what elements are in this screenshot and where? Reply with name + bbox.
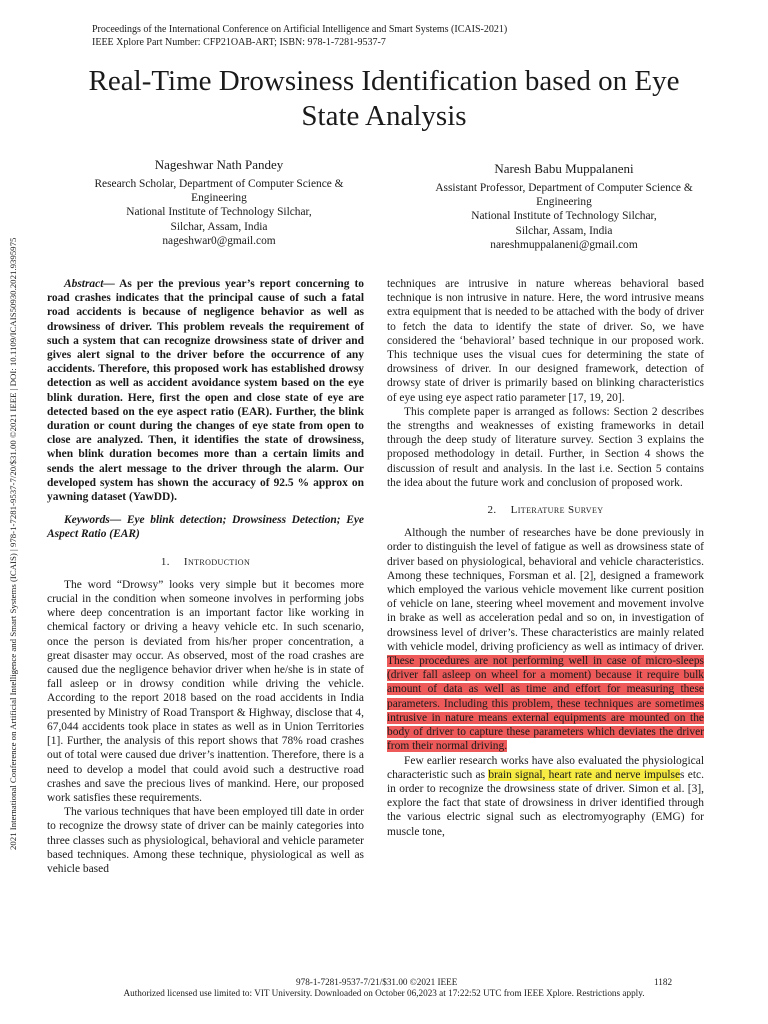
section-heading-literature-survey xyxy=(387,503,704,517)
paragraph: The various techniques that have been employed till date in order to recognize the drowsy state of driver can be mainly categories into three classes such as physiological, behavioral and vehicle parameter based techniques. Among these technique, physiological as well as vehicle based xyxy=(47,806,364,875)
paragraph-text: s etc. in order to recognize the drowsiness state of driver. Simon et al. [3], explore the fact that state of drowsiness in driver identified through the various electric signal such as electromyography (EMG) for muscle tone, xyxy=(387,768,704,838)
paper-title xyxy=(30,64,738,134)
footer-copyright: 978-1-7281-9537-7/21/$31.00 ©2021 IEEE xyxy=(296,977,458,987)
section-title: Introduction xyxy=(183,555,251,568)
section-number: 2. xyxy=(487,504,497,517)
paper-title-line-1: Real-Time Drowsiness Identification based on Eye xyxy=(88,65,680,97)
abstract-label: Abstract— xyxy=(64,278,115,290)
left-column xyxy=(47,277,364,876)
author-email: nageshwar0@gmail.com xyxy=(162,234,276,247)
keywords-label: Keywords— xyxy=(64,514,122,527)
doi-side-note: 2021 International Conference on Artificial Intelligence and Smart Systems (ICAIS) | 978-1-7281-9537-7/20/$31.00 ©2021 IEEE | DOI: 10.1109/ICAIS50930.2021.9395975 xyxy=(8,237,18,850)
author-email: nareshmuppalaneni@gmail.com xyxy=(490,238,638,251)
author-block-2 xyxy=(408,161,720,252)
author-institute: National Institute of Technology Silchar, xyxy=(471,210,657,223)
paragraph: This complete paper is arranged as follows: Section 2 describes the strengths and weaknesses of existing frameworks in detail through the deep study of literature survey. Section 3 explains the proposed methodology in detail. Further, in Section 4 shows the discussion of result and analysis. In the last i.e. Section 5 contains the idea about the future work and conclusion of proposed work. xyxy=(387,405,704,489)
conference-isbn: IEEE Xplore Part Number: CFP21OAB-ART; ISBN: 978-1-7281-9537-7 xyxy=(92,36,386,48)
author-location: Silchar, Assam, India xyxy=(170,220,268,233)
section-number: 1. xyxy=(160,555,170,568)
paragraph-text: Although the number of researches have be done previously in order to distinguish the level of fatigue as well as drowsiness state of driver based on physiological, behavioral and vehicle characteristics. Among these techniques, Forsman et al. [2], designed a framework which employed the various vehicle movement like current position of vehicle on lane, steering wheel movement and movement involve in brake as well as acceleration pedal and so on, in investigation of drowsiness level of driver’s. These characteristics are mainly related with vehicle model, driving proficiency as well as intimacy of driver. xyxy=(387,527,704,653)
author-location: Silchar, Assam, India xyxy=(515,224,613,237)
right-column xyxy=(387,277,704,839)
paragraph: The word “Drowsy” looks very simple but it becomes more crucial in the condition when someone involves in performing jobs where deep concentration is an important factor like working in chemical factory or driving a heavy vehicle etc. In such scenario, once the person is deviated from his/her proper concentration, a great disaster may occur. As observed, most of the road crashes are caused due the negligence behavior driver when he/she is in state of fall asleep or in drowsy condition while driving the vehicle. According to the report 2018 based on the road accidents in India presented by Ministry of Road Transport & Highway, disclose that 4, 67,044 accidents took place in states as well as in Union Territories [1]. Further, the analysis of this report shows that 78% road crashes out of total were caused due driver’s inattention. Therefore, there is a need to develop a model that could avoid such a destructive road crashes and save the precious lives of mankind. Here, our proposed work satisfies these requirements. xyxy=(47,578,364,804)
author-institute: National Institute of Technology Silchar, xyxy=(126,206,312,219)
author-name: Nageshwar Nath Pandey xyxy=(154,157,284,172)
author-affiliation: Engineering xyxy=(191,192,247,205)
author-affiliation: Engineering xyxy=(536,196,592,209)
author-affiliation: Assistant Professor, Department of Computer Science & xyxy=(435,182,693,194)
paragraph: techniques are intrusive in nature whereas behavioral based technique is non intrusive in nature. Here, the word intrusive means extra equipment that is needed to be attached with the body of driver to fetch the data to identify the state of driver. So, we have considered the ‘behavioral’ based technique in our proposed work. This technique uses the visual cues for determining the state of drowsiness of driver. In our designed framework, detection of drowsy state of driver is primarily based on blinking characteristics of eye using eye aspect ratio parameter [17, 19, 20]. xyxy=(387,278,704,404)
author-affiliation: Research Scholar, Department of Computer Science & xyxy=(94,178,344,190)
conference-header xyxy=(92,24,652,49)
red-highlight: These procedures are not performing well in case of micro-sleeps (driver fall asleep on wheel for a moment) because it require bulk amount of data as well as time and effort for measuring these parameters. Including this problem, these techniques are sometimes intrusive in nature means external equipments are mounted on the body of driver to capture these parameters which deviates the driver from their normal driving. xyxy=(387,655,704,753)
section-title: Literature Survey xyxy=(510,504,604,517)
abstract xyxy=(47,277,364,504)
keywords xyxy=(47,513,364,541)
section-heading-introduction xyxy=(47,555,364,569)
paper-title-line-2: State Analysis xyxy=(301,100,467,132)
abstract-text: As per the previous year’s report concerning to road crashes indicates that the principal cause of such a fatal road accidents is because of negligence behavior as well as drowsiness of driver. This problem reveals the requirement of such a system that can recognize drowsiness state of driver and gives alert signal to the driver before the occurrence of any accidents. Therefore, this proposed work has established drowsy detection as well as accident avoidance system based on the eye blink duration. Here, first the open and close state of eye are detected based on the eye aspect ratio (EAR). Further, the blink duration or count during the changes of eye state from open to close are analyzed. Then, it identifies the state of drowsiness, when blink duration becomes more than a certain limits and sends the alert message to the driver through the alarm. Our developed system has shown the accuracy of 92.5 % approx on yawning dataset (YawDD). xyxy=(47,278,364,504)
paragraph xyxy=(387,526,704,753)
paragraph-text: Few earlier research works have also evaluated the physiological characteristic such as xyxy=(387,754,704,781)
yellow-highlight: brain signal, heart rate and nerve impulse xyxy=(488,768,681,781)
author-block-1 xyxy=(64,157,374,248)
author-name: Naresh Babu Muppalaneni xyxy=(494,161,634,176)
license-notice: Authorized licensed use limited to: VIT University. Downloaded on October 06,2023 at 17:22:52 UTC from IEEE Xplore. Restrictions apply. xyxy=(123,988,645,998)
conference-name: Proceedings of the International Conference on Artificial Intelligence and Smart Systems (ICAIS-2021) xyxy=(92,24,508,35)
paragraph xyxy=(387,754,704,839)
keywords-text: Eye blink detection; Drowsiness Detection; Eye Aspect Ratio (EAR) xyxy=(47,514,364,541)
page-number: 1182 xyxy=(654,977,673,987)
